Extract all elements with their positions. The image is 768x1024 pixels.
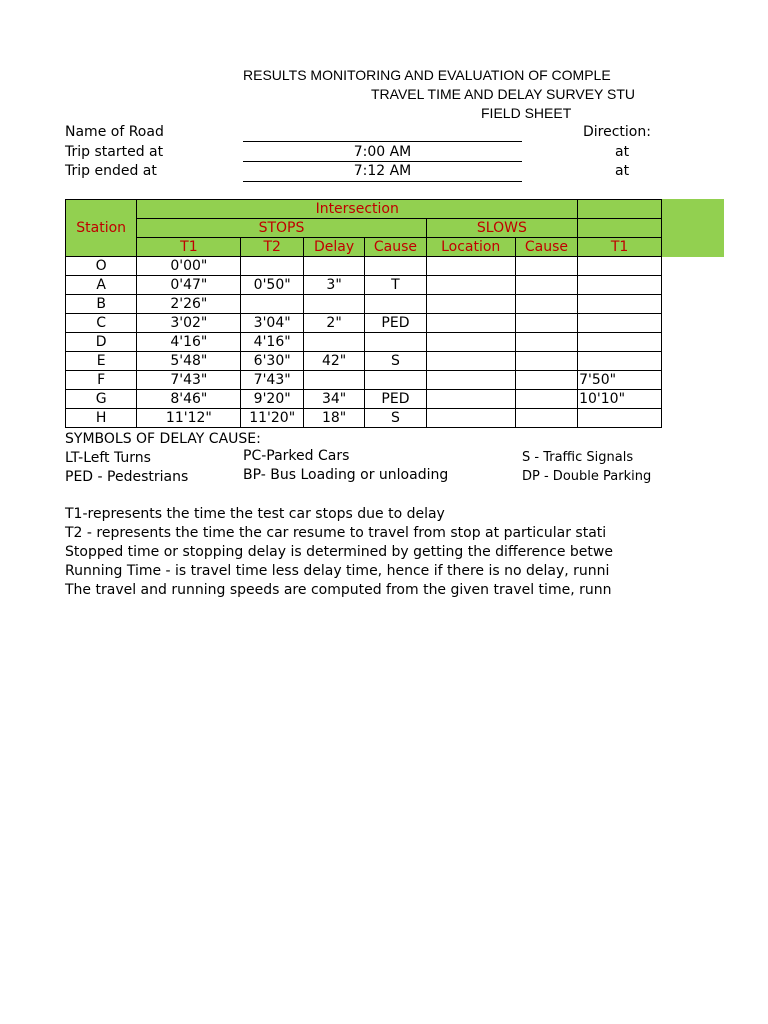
cell-t1-right <box>578 333 662 352</box>
cell-station: E <box>66 352 137 371</box>
cell-t2 <box>241 295 303 314</box>
header-t1: T1 <box>137 238 241 257</box>
cell-location <box>426 333 515 352</box>
cell-t2: 6'30" <box>241 352 303 371</box>
table-row <box>66 371 662 390</box>
note-1: T1-represents the time the test car stops due to delay <box>65 506 445 522</box>
cell-cause <box>365 295 426 314</box>
legend-heading: SYMBOLS OF DELAY CAUSE: <box>65 431 261 447</box>
cell-t1: 3'02" <box>137 314 241 333</box>
header-station: Station <box>66 200 137 257</box>
cell-station: C <box>66 314 137 333</box>
trip-end-at: at <box>615 163 630 179</box>
trip-end-label: Trip ended at <box>65 163 157 179</box>
cell-station: B <box>66 295 137 314</box>
legend-s: S - Traffic Signals <box>522 450 634 465</box>
cell-t1: 11'12" <box>137 409 241 428</box>
table-row <box>66 333 662 352</box>
cell-delay: 18" <box>303 409 364 428</box>
cell-t2: 9'20" <box>241 390 303 409</box>
header-t1-right: T1 <box>578 238 662 257</box>
header-location: Location <box>426 238 515 257</box>
table-row <box>66 257 662 276</box>
cell-slow-cause <box>515 409 577 428</box>
cell-cause: PED <box>365 314 426 333</box>
cell-t1-right: 7'50" <box>578 371 662 390</box>
cell-t1: 7'43" <box>137 371 241 390</box>
note-5: The travel and running speeds are computed from the given travel time, runn <box>65 582 612 598</box>
cell-cause <box>365 333 426 352</box>
header-t2: T2 <box>241 238 303 257</box>
cell-location <box>426 314 515 333</box>
cell-t1: 5'48" <box>137 352 241 371</box>
cell-t1-right: 10'10" <box>578 390 662 409</box>
cell-delay: 3" <box>303 276 364 295</box>
cell-cause <box>365 371 426 390</box>
cell-slow-cause <box>515 352 577 371</box>
table-row <box>66 352 662 371</box>
cell-slow-cause <box>515 390 577 409</box>
cell-slow-cause <box>515 371 577 390</box>
cell-slow-cause <box>515 257 577 276</box>
table-row <box>66 390 662 409</box>
cell-t2: 11'20" <box>241 409 303 428</box>
cell-location <box>426 352 515 371</box>
cell-cause: T <box>365 276 426 295</box>
cell-station: H <box>66 409 137 428</box>
cell-cause: S <box>365 409 426 428</box>
cell-delay: 42" <box>303 352 364 371</box>
cell-t2: 3'04" <box>241 314 303 333</box>
cell-t2: 4'16" <box>241 333 303 352</box>
title-line-3: FIELD SHEET <box>481 105 572 121</box>
trip-end-value: 7:12 AM <box>353 163 412 179</box>
cell-t1-right <box>578 409 662 428</box>
header-fill-extension <box>660 199 724 257</box>
cell-location <box>426 390 515 409</box>
cell-location <box>426 257 515 276</box>
note-3: Stopped time or stopping delay is determined by getting the difference betwe <box>65 544 613 560</box>
cell-t1-right <box>578 314 662 333</box>
legend-ped: PED - Pedestrians <box>65 469 189 485</box>
trip-start-value: 7:00 AM <box>353 144 412 160</box>
table-row <box>66 276 662 295</box>
trip-end-underline <box>243 181 522 182</box>
cell-t1: 2'26" <box>137 295 241 314</box>
title-line-2: TRAVEL TIME AND DELAY SURVEY STU <box>371 86 636 102</box>
cell-location <box>426 276 515 295</box>
cell-slow-cause <box>515 295 577 314</box>
cell-t1: 4'16" <box>137 333 241 352</box>
cell-delay <box>303 371 364 390</box>
note-2: T2 - represents the time the car resume to travel from stop at particular stati <box>65 525 607 541</box>
cell-t1-right <box>578 276 662 295</box>
header-slows: SLOWS <box>426 219 577 238</box>
road-underline <box>243 141 522 142</box>
road-label: Name of Road <box>65 124 164 140</box>
delay-table <box>65 199 662 428</box>
cell-t2: 7'43" <box>241 371 303 390</box>
cell-slow-cause <box>515 276 577 295</box>
cell-delay <box>303 257 364 276</box>
cell-station: D <box>66 333 137 352</box>
cell-slow-cause <box>515 314 577 333</box>
header-delay: Delay <box>303 238 364 257</box>
note-4: Running Time - is travel time less delay time, hence if there is no delay, runni <box>65 563 610 579</box>
trip-start-label: Trip started at <box>65 144 164 160</box>
header-blank-2 <box>578 219 662 238</box>
cell-delay: 34" <box>303 390 364 409</box>
legend-bp: BP- Bus Loading or unloading <box>243 467 449 483</box>
cell-location <box>426 295 515 314</box>
legend-lt: LT-Left Turns <box>65 450 151 466</box>
cell-t1: 8'46" <box>137 390 241 409</box>
cell-station: F <box>66 371 137 390</box>
cell-delay <box>303 333 364 352</box>
cell-delay: 2" <box>303 314 364 333</box>
cell-station: G <box>66 390 137 409</box>
header-stops: STOPS <box>137 219 426 238</box>
legend-pc: PC-Parked Cars <box>243 448 350 464</box>
cell-location <box>426 371 515 390</box>
cell-delay <box>303 295 364 314</box>
cell-t1-right <box>578 352 662 371</box>
header-slow-cause: Cause <box>515 238 577 257</box>
cell-cause: S <box>365 352 426 371</box>
cell-cause <box>365 257 426 276</box>
cell-location <box>426 409 515 428</box>
trip-start-at: at <box>615 144 630 160</box>
cell-slow-cause <box>515 333 577 352</box>
cell-station: A <box>66 276 137 295</box>
cell-cause: PED <box>365 390 426 409</box>
cell-t1: 0'47" <box>137 276 241 295</box>
cell-t1: 0'00" <box>137 257 241 276</box>
table-row <box>66 314 662 333</box>
cell-t2 <box>241 257 303 276</box>
header-cause: Cause <box>365 238 426 257</box>
header-blank <box>578 200 662 219</box>
cell-t1-right <box>578 295 662 314</box>
title-line-1: RESULTS MONITORING AND EVALUATION OF COMPLE <box>243 67 611 83</box>
legend-dp: DP - Double Parking <box>522 469 652 484</box>
header-intersection: Intersection <box>137 200 578 219</box>
cell-t1-right <box>578 257 662 276</box>
direction-label: Direction: <box>583 124 651 140</box>
cell-t2: 0'50" <box>241 276 303 295</box>
cell-station: O <box>66 257 137 276</box>
table-row <box>66 295 662 314</box>
table-row <box>66 409 662 428</box>
